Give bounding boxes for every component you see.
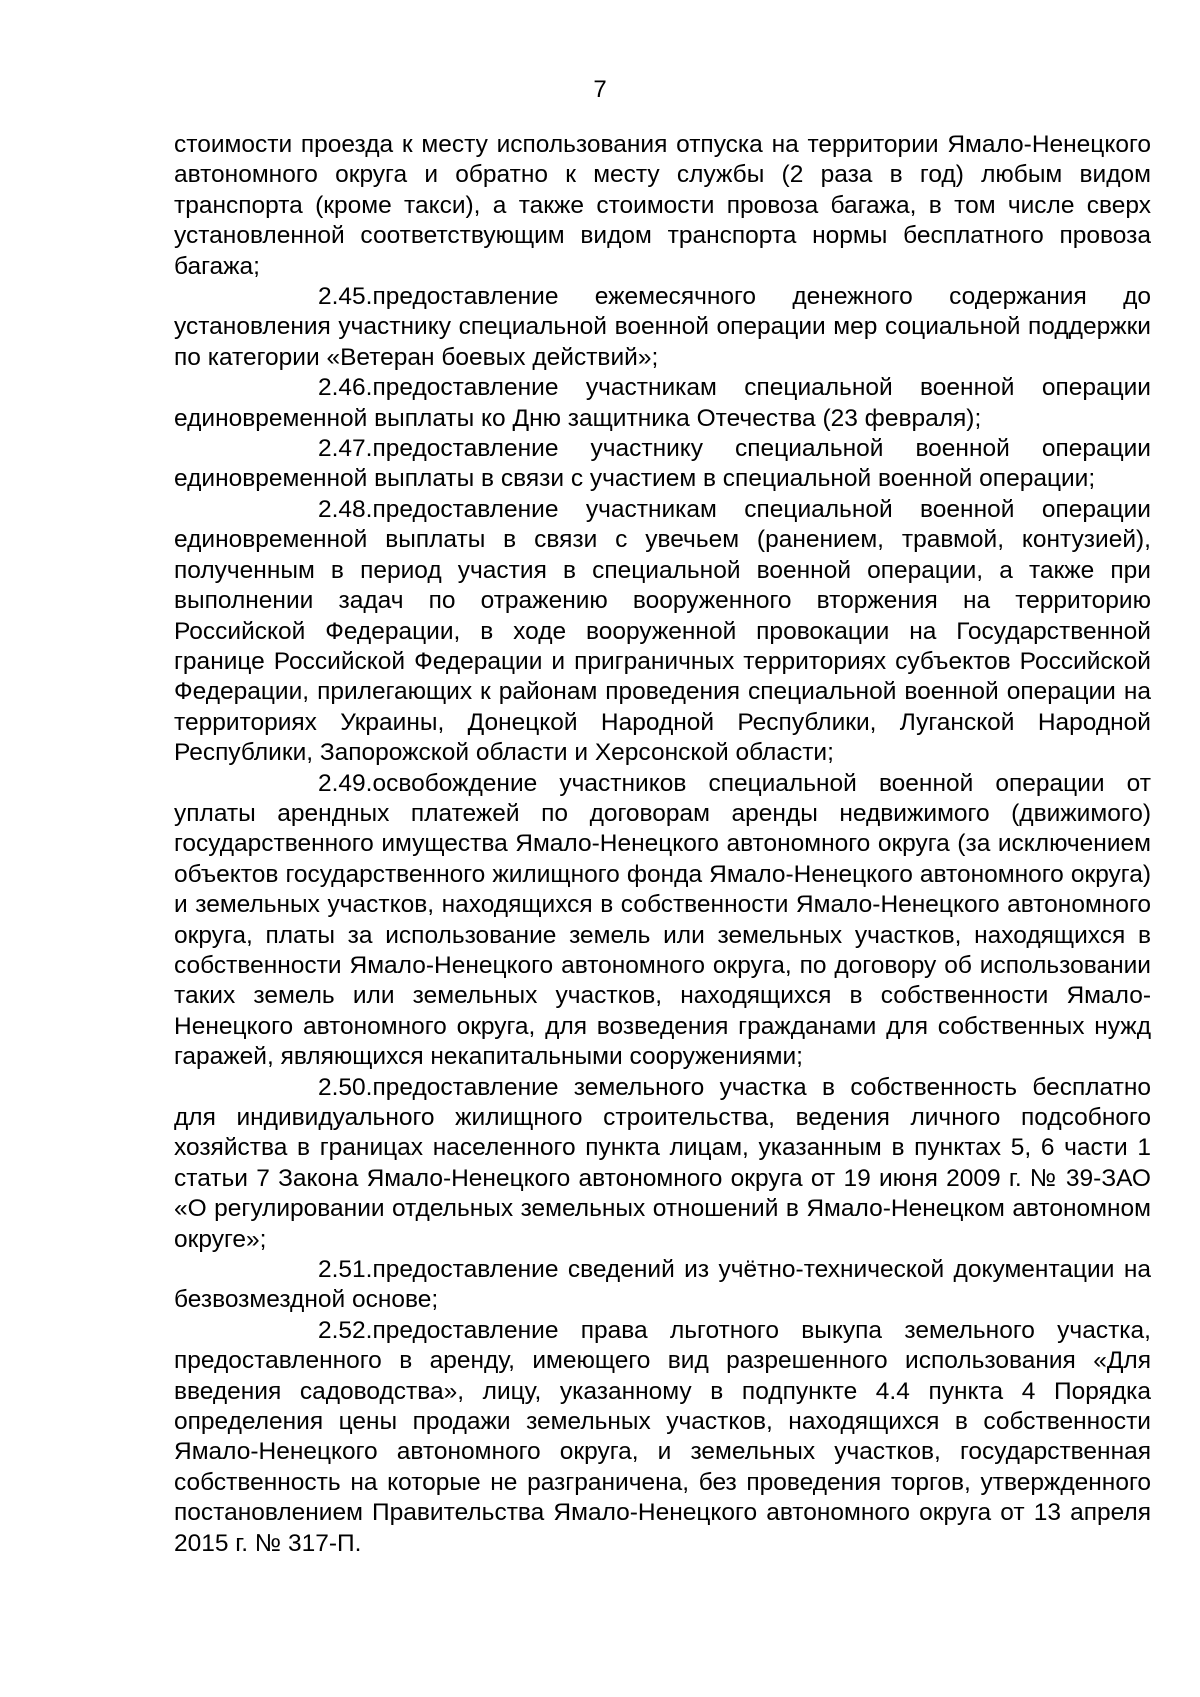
- list-item-2-48: [174, 495, 1151, 769]
- list-item-2-47: [174, 434, 1151, 495]
- list-item-2-51: [174, 1255, 1151, 1316]
- list-item-2-50: [174, 1073, 1151, 1255]
- item-text: предоставление участникам специальной военной операции единовременной выплаты ко Дню защитника Отечества (23 февраля);: [174, 374, 1151, 432]
- list-item-2-52: [174, 1316, 1151, 1559]
- document-body: [174, 130, 1151, 1559]
- item-text: предоставление участнику специальной военной операции единовременной выплаты в связи с участием в специальной военной операции;: [174, 435, 1151, 493]
- list-item-2-46: [174, 373, 1151, 434]
- page-number: 7: [593, 76, 607, 103]
- item-text: предоставление участникам специальной военной операции единовременной выплаты в связи с увечьем (ранением, травмой, контузией), полученным в период участия в специальной военной операции, а также при выполнении задач по отражению вооруженного вторжения на территорию Российской Федерации, в ходе вооруженной провокации на Государственной границе Российской Федерации и приграничных территориях субъектов Российской Федерации, прилегающих к районам проведения специальной военной операции на территориях Украины, Донецкой Народной Республики, Луганской Народной Республики, Запорожской области и Херсонской области;: [174, 495, 1151, 767]
- item-number: 2.49.: [318, 769, 373, 797]
- item-number: 2.52.: [318, 1316, 373, 1344]
- item-text: предоставление земельного участка в собственность бесплатно для индивидуального жилищного строительства, ведения личного подсобного хозяйства в границах населенного пункта лицам, указанным в пунктах 5, 6 части 1 статьи 7 Закона Ямало-Ненецкого автономного округа от 19 июня 2009 г. № 39-ЗАО «О регулировании отдельных земельных отношений в Ямало-Ненецком автономном округе»;: [174, 1073, 1151, 1253]
- item-text: предоставление ежемесячного денежного содержания до установления участнику специальной военной операции мер социальной поддержки по категории «Ветеран боевых действий»;: [174, 283, 1151, 371]
- list-item-2-49: [174, 769, 1151, 1073]
- item-text: предоставление сведений из учётно-технической документации на безвозмездной основе;: [174, 1256, 1151, 1314]
- item-text: предоставление права льготного выкупа земельного участка, предоставленного в аренду, имеющего вид разрешенного использования «Для введения садоводства», лицу, указанному в подпункте 4.4 пункта 4 Порядка определения цены продажи земельных участков, находящихся в собственности Ямало-Ненецкого автономного округа, и земельных участков, государственная собственность на которые не разграничена, без проведения торгов, утвержденного постановлением Правительства Ямало-Ненецкого автономного округа от 13 апреля 2015 г. № 317-П.: [174, 1316, 1151, 1557]
- item-number: 2.50.: [318, 1073, 373, 1101]
- item-number: 2.51.: [318, 1256, 373, 1284]
- item-number: 2.47.: [318, 435, 373, 463]
- continuation-paragraph: стоимости проезда к месту использования отпуска на территории Ямало-Ненецкого автономного округа и обратно к месту службы (2 раза в год) любым видом транспорта (кроме такси), а также стоимости провоза багажа, в том числе сверх установленной соответствующим видом транспорта нормы бесплатного провоза багажа;: [174, 131, 1151, 280]
- item-number: 2.48.: [318, 495, 373, 523]
- list-item-2-45: [174, 282, 1151, 373]
- item-text: освобождение участников специальной военной операции от уплаты арендных платежей по договорам аренды недвижимого (движимого) государственного имущества Ямало-Ненецкого автономного округа (за исключением объектов государственного жилищного фонда Ямало-Ненецкого автономного округа) и земельных участков, находящихся в собственности Ямало-Ненецкого автономного округа, платы за использование земель или земельных участков, находящихся в собственности Ямало-Ненецкого автономного округа, по договору об использовании таких земель или земельных участков, находящихся в собственности Ямало-Ненецкого автономного округа, для возведения гражданами для собственных нужд гаражей, являющихся некапитальными сооружениями;: [174, 769, 1151, 1071]
- item-number: 2.45.: [318, 283, 373, 311]
- item-number: 2.46.: [318, 374, 373, 402]
